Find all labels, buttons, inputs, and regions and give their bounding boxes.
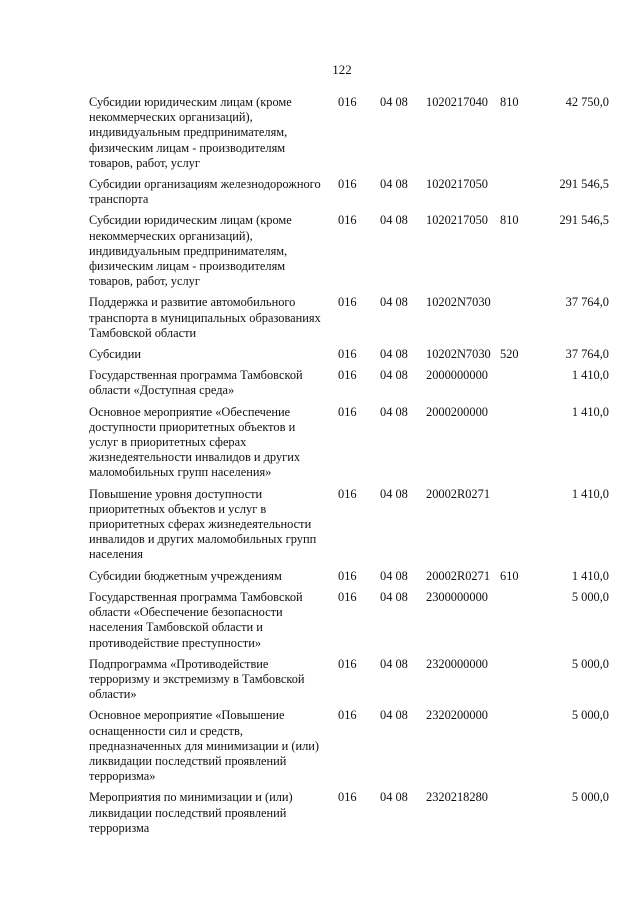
section-code: 04 08 — [380, 656, 408, 671]
table-row — [89, 405, 609, 481]
target-code: 1020217050 — [426, 177, 488, 192]
row-description: Основное мероприятие «Обеспечение доступности приоритетных объектов и услуг в приоритетных сферах жизнедеятельности инвалидов и других маломобильных групп населения» — [89, 404, 301, 480]
amount: 5 000,0 — [571, 656, 609, 671]
amount: 42 750,0 — [565, 95, 609, 109]
table-row — [89, 790, 609, 836]
table-row — [89, 590, 609, 651]
row-description: Субсидии — [89, 347, 141, 362]
section-code: 04 08 — [380, 95, 408, 109]
table-row — [89, 95, 609, 171]
target-code: 2320000000 — [426, 656, 488, 671]
target-code: 2000000000 — [426, 368, 488, 383]
expense-type-code: 610 — [500, 568, 519, 583]
amount: 5 000,0 — [571, 708, 609, 723]
target-code: 10202N7030 — [426, 347, 491, 362]
ministry-code: 016 — [338, 295, 357, 310]
ministry-code: 016 — [338, 568, 357, 583]
expense-type-code: 810 — [500, 95, 519, 109]
section-code: 04 08 — [380, 790, 408, 805]
section-code: 04 08 — [380, 347, 408, 362]
table-row — [89, 657, 609, 703]
ministry-code: 016 — [338, 177, 357, 192]
amount: 37 764,0 — [565, 347, 609, 362]
row-description: Поддержка и развитие автомобильного транспорта в муниципальных образованиях Тамбовской области — [89, 295, 321, 340]
target-code: 1020217040 — [426, 95, 488, 109]
amount: 1 410,0 — [571, 404, 609, 419]
expense-type-code: 810 — [500, 213, 519, 228]
section-code: 04 08 — [380, 213, 408, 228]
page-number: 122 — [332, 62, 352, 77]
target-code: 20002R0271 — [426, 568, 491, 583]
row-description: Субсидии организациям железнодорожного транспорта — [89, 177, 321, 207]
ministry-code: 016 — [338, 708, 357, 723]
ministry-code: 016 — [338, 347, 357, 362]
row-description: Государственная программа Тамбовской области «Обеспечение безопасности населения Тамбовской области и противодействие преступности» — [89, 589, 303, 650]
amount: 1 410,0 — [571, 368, 609, 383]
section-code: 04 08 — [380, 404, 408, 419]
row-description: Подпрограмма «Противодействие терроризму и экстремизму в Тамбовской области» — [89, 656, 305, 702]
row-description: Субсидии юридическим лицам (кроме некоммерческих организаций), индивидуальным предпринимателям, физическим лицам - производителям товаров, работ, услуг — [89, 213, 292, 289]
row-description: Повышение уровня доступности приоритетных объектов и услуг в приоритетных сферах жизнедеятельности инвалидов и других маломобильных групп населения — [89, 486, 317, 562]
amount: 291 546,5 — [559, 213, 609, 228]
section-code: 04 08 — [380, 177, 408, 192]
table-row — [89, 569, 609, 584]
ministry-code: 016 — [338, 404, 357, 419]
section-code: 04 08 — [380, 708, 408, 723]
target-code: 10202N7030 — [426, 295, 491, 310]
table-row — [89, 295, 609, 341]
row-description: Субсидии юридическим лицам (кроме некоммерческих организаций), индивидуальным предпринимателям, физическим лицам - производителям товаров, работ, услуг — [89, 95, 292, 170]
target-code: 2320200000 — [426, 708, 488, 723]
target-code: 2320218280 — [426, 790, 488, 805]
table-row — [89, 347, 609, 362]
table-row — [89, 487, 609, 563]
target-code: 2000200000 — [426, 404, 488, 419]
ministry-code: 016 — [338, 656, 357, 671]
amount: 291 546,5 — [559, 177, 609, 192]
table-row — [89, 708, 609, 784]
amount: 1 410,0 — [571, 568, 609, 583]
ministry-code: 016 — [338, 368, 357, 383]
ministry-code: 016 — [338, 589, 357, 604]
section-code: 04 08 — [380, 589, 408, 604]
row-description: Государственная программа Тамбовской области «Доступная среда» — [89, 368, 303, 398]
ministry-code: 016 — [338, 95, 357, 109]
amount: 5 000,0 — [571, 589, 609, 604]
row-description: Мероприятия по минимизации и (или) ликвидации последствий проявлений терроризма — [89, 790, 293, 835]
target-code: 20002R0271 — [426, 486, 491, 501]
section-code: 04 08 — [380, 295, 408, 310]
ministry-code: 016 — [338, 790, 357, 805]
table-row — [89, 213, 609, 289]
row-description: Основное мероприятие «Повышение оснащенности сил и средств, предназначенных для минимизации и (или) ликвидации последствий проявлений терроризма» — [89, 708, 320, 784]
table-row — [89, 368, 609, 398]
section-code: 04 08 — [380, 486, 408, 501]
row-description: Субсидии бюджетным учреждениям — [89, 568, 282, 583]
amount: 1 410,0 — [571, 486, 609, 501]
amount: 37 764,0 — [565, 295, 609, 310]
ministry-code: 016 — [338, 213, 357, 228]
table-row — [89, 177, 609, 207]
budget-table — [89, 95, 609, 842]
ministry-code: 016 — [338, 486, 357, 501]
section-code: 04 08 — [380, 568, 408, 583]
amount: 5 000,0 — [571, 790, 609, 805]
section-code: 04 08 — [380, 368, 408, 383]
target-code: 2300000000 — [426, 589, 488, 604]
target-code: 1020217050 — [426, 213, 488, 228]
expense-type-code: 520 — [500, 347, 519, 362]
